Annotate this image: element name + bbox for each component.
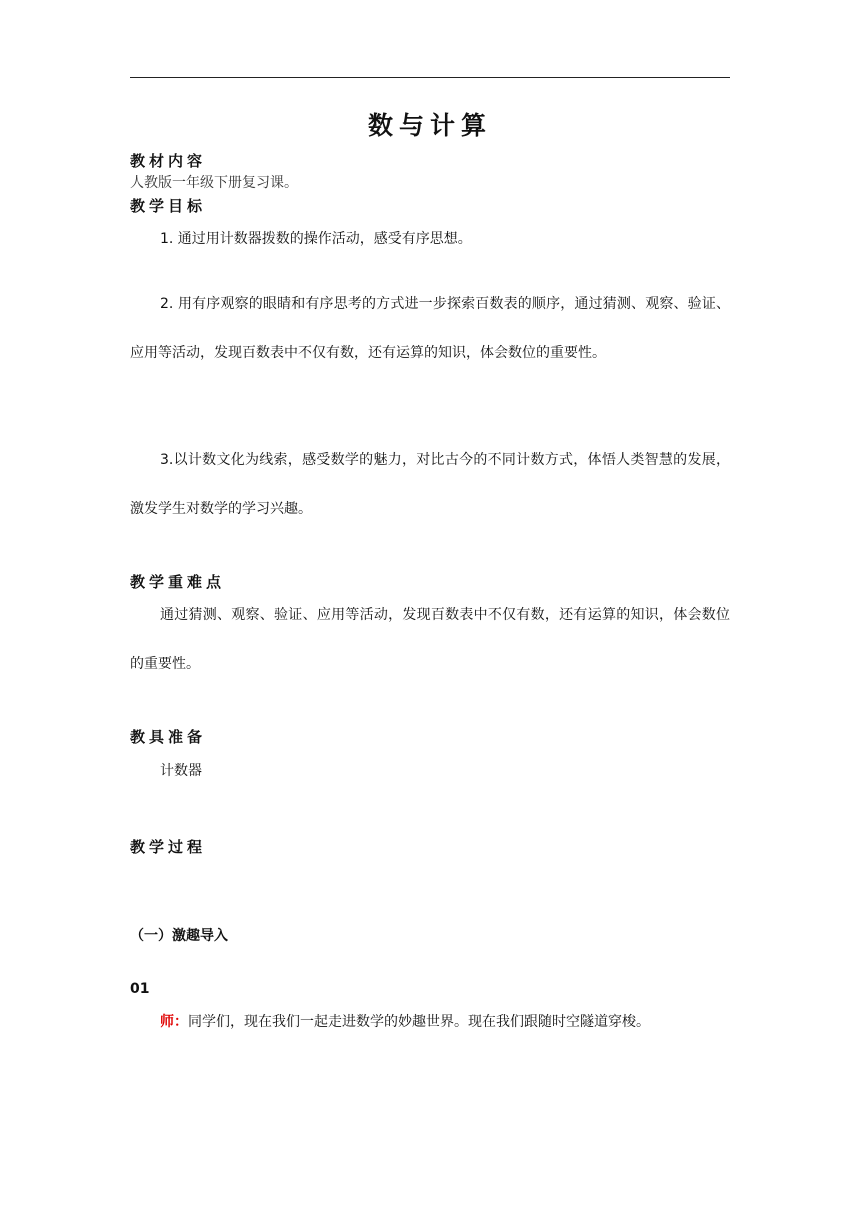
teacher-dialogue bbox=[130, 998, 730, 1047]
teacher-speech: 同学们，现在我们一起走进数学的妙趣世界。现在我们跟随时空隧道穿梭。 bbox=[188, 1014, 650, 1030]
process-heading: 教学过程 bbox=[130, 838, 207, 856]
materials-text: 人教版一年级下册复习课。 bbox=[130, 175, 298, 191]
tools-heading: 教具准备 bbox=[130, 728, 207, 746]
speaker-label: 师： bbox=[160, 1014, 188, 1030]
materials-heading: 教材内容 bbox=[130, 152, 207, 170]
objective-item-2: 2. 用有序观察的眼睛和有序思考的方式进一步探索百数表的顺序，通过猜测、观察、验证、应用等活动，发现百数表中不仅有数，还有运算的知识，体会数位的重要性。 bbox=[130, 296, 730, 361]
document-title: 数与计算 bbox=[367, 111, 492, 140]
step-number: 01 bbox=[130, 981, 150, 997]
header-rule bbox=[130, 77, 730, 78]
objective-item-1: 1. 通过用计数器拨数的操作活动，感受有序思想。 bbox=[160, 231, 472, 247]
objectives-heading: 教学目标 bbox=[130, 197, 207, 215]
tools-text: 计数器 bbox=[160, 763, 202, 779]
key-points-text: 通过猜测、观察、验证、应用等活动，发现百数表中不仅有数，还有运算的知识，体会数位的重要性。 bbox=[130, 607, 730, 672]
process-part-title: （一）激趣导入 bbox=[130, 928, 228, 944]
objective-item-3: 3.以计数文化为线索，感受数学的魅力，对比古今的不同计数方式，体悟人类智慧的发展，激发学生对数学的学习兴趣。 bbox=[130, 452, 730, 517]
key-points-heading: 教学重难点 bbox=[130, 573, 226, 591]
